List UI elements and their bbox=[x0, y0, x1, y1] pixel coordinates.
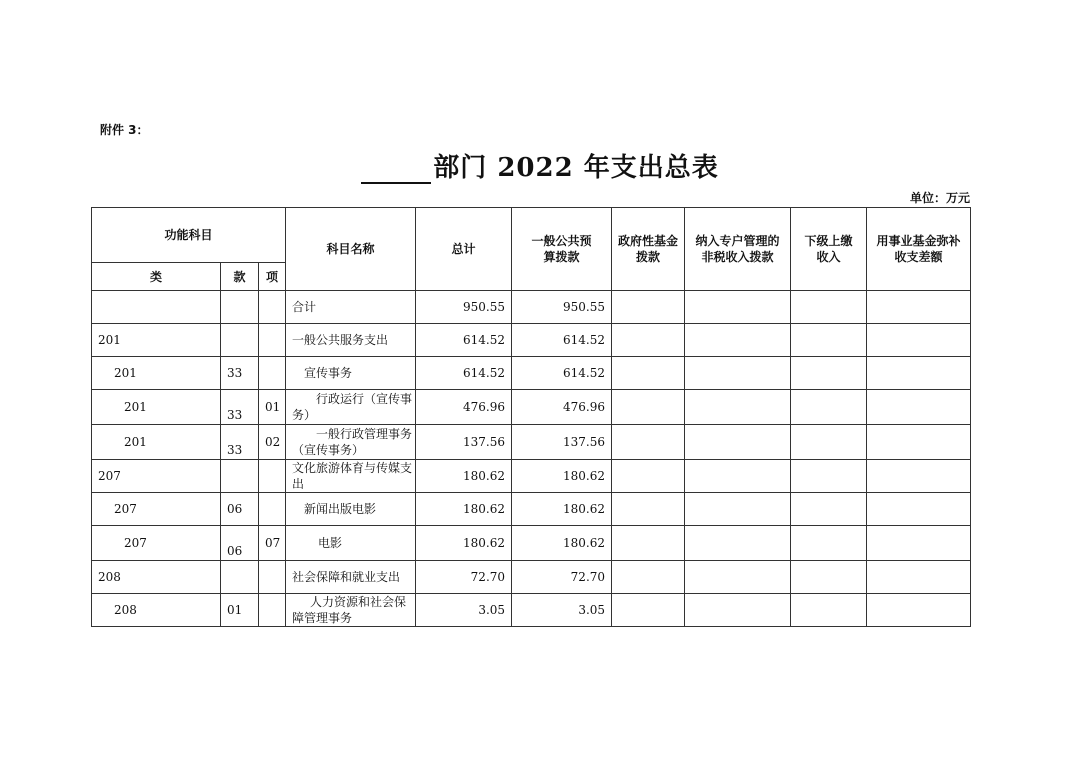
enterprise-cell bbox=[867, 460, 971, 493]
nontax-cell bbox=[685, 493, 791, 526]
upper-cell bbox=[791, 561, 867, 594]
xiang-cell bbox=[259, 291, 286, 324]
header-subject-name: 科目名称 bbox=[286, 208, 416, 291]
gov-fund-cell bbox=[612, 357, 685, 390]
enterprise-cell bbox=[867, 493, 971, 526]
kuan-cell: 01 bbox=[221, 594, 259, 627]
general-budget-cell: 180.62 bbox=[512, 460, 612, 493]
header-xiang: 项 bbox=[259, 263, 286, 291]
total-cell: 3.05 bbox=[416, 594, 512, 627]
total-cell: 72.70 bbox=[416, 561, 512, 594]
xiang-cell bbox=[259, 460, 286, 493]
table-row bbox=[92, 324, 971, 357]
general-budget-cell: 3.05 bbox=[512, 594, 612, 627]
nontax-cell bbox=[685, 594, 791, 627]
lei-cell: 207 bbox=[92, 526, 221, 561]
nontax-cell bbox=[685, 291, 791, 324]
subject-name-cell: 电影 bbox=[286, 526, 416, 561]
nontax-cell bbox=[685, 390, 791, 425]
kuan-cell: 06 bbox=[221, 526, 259, 561]
enterprise-cell bbox=[867, 291, 971, 324]
upper-cell bbox=[791, 324, 867, 357]
gov-fund-cell bbox=[612, 493, 685, 526]
table-row-total bbox=[92, 291, 971, 324]
lei-cell bbox=[92, 291, 221, 324]
kuan-cell: 33 bbox=[221, 390, 259, 425]
nontax-cell bbox=[685, 460, 791, 493]
upper-cell bbox=[791, 526, 867, 561]
header-nontax: 纳入专户管理的非税收入拨款 bbox=[685, 208, 791, 291]
table-row bbox=[92, 526, 971, 561]
kuan-cell: 33 bbox=[221, 357, 259, 390]
header-func-subject: 功能科目 bbox=[92, 208, 286, 263]
kuan-cell bbox=[221, 324, 259, 357]
lei-cell: 208 bbox=[92, 594, 221, 627]
upper-cell bbox=[791, 493, 867, 526]
general-budget-cell: 476.96 bbox=[512, 390, 612, 425]
xiang-cell bbox=[259, 594, 286, 627]
total-cell: 180.62 bbox=[416, 493, 512, 526]
general-budget-cell: 614.52 bbox=[512, 324, 612, 357]
subject-name-cell: 宣传事务 bbox=[286, 357, 416, 390]
total-cell: 476.96 bbox=[416, 390, 512, 425]
general-budget-cell: 180.62 bbox=[512, 526, 612, 561]
xiang-cell bbox=[259, 561, 286, 594]
subject-name-cell: 文化旅游体育与传媒支出 bbox=[286, 460, 416, 493]
gov-fund-cell bbox=[612, 425, 685, 460]
header-gov-fund: 政府性基金拨款 bbox=[612, 208, 685, 291]
enterprise-cell bbox=[867, 594, 971, 627]
general-budget-cell: 614.52 bbox=[512, 357, 612, 390]
gov-fund-cell bbox=[612, 390, 685, 425]
xiang-cell: 07 bbox=[259, 526, 286, 561]
subject-name-cell: 行政运行（宣传事务） bbox=[286, 390, 416, 425]
nontax-cell bbox=[685, 425, 791, 460]
gov-fund-cell bbox=[612, 561, 685, 594]
upper-cell bbox=[791, 357, 867, 390]
general-budget-cell: 137.56 bbox=[512, 425, 612, 460]
total-cell: 614.52 bbox=[416, 357, 512, 390]
enterprise-cell bbox=[867, 561, 971, 594]
total-cell: 950.55 bbox=[416, 291, 512, 324]
table-row bbox=[92, 460, 971, 493]
header-enterprise-fund: 用事业基金弥补收支差额 bbox=[867, 208, 971, 291]
unit-label: 单位：万元 bbox=[909, 191, 970, 205]
expenditure-table bbox=[91, 207, 971, 627]
header-total: 总计 bbox=[416, 208, 512, 291]
subject-name-cell: 合计 bbox=[286, 291, 416, 324]
lei-cell: 201 bbox=[92, 324, 221, 357]
xiang-cell: 01 bbox=[259, 390, 286, 425]
subject-name-cell: 人力资源和社会保障管理事务 bbox=[286, 594, 416, 627]
table-row bbox=[92, 493, 971, 526]
gov-fund-cell bbox=[612, 526, 685, 561]
enterprise-cell bbox=[867, 390, 971, 425]
kuan-cell: 06 bbox=[221, 493, 259, 526]
upper-cell bbox=[791, 291, 867, 324]
kuan-cell bbox=[221, 460, 259, 493]
subject-name-cell: 一般行政管理事务（宣传事务） bbox=[286, 425, 416, 460]
upper-cell bbox=[791, 390, 867, 425]
xiang-cell bbox=[259, 493, 286, 526]
header-lei: 类 bbox=[92, 263, 221, 291]
attachment-label: 附件 3： bbox=[100, 123, 149, 137]
xiang-cell bbox=[259, 357, 286, 390]
lei-cell: 201 bbox=[92, 357, 221, 390]
enterprise-cell bbox=[867, 357, 971, 390]
enterprise-cell bbox=[867, 324, 971, 357]
title-text: 部门 2022 年支出总表 bbox=[433, 153, 719, 183]
general-budget-cell: 180.62 bbox=[512, 493, 612, 526]
total-cell: 137.56 bbox=[416, 425, 512, 460]
table-row bbox=[92, 357, 971, 390]
gov-fund-cell bbox=[612, 594, 685, 627]
lei-cell: 207 bbox=[92, 493, 221, 526]
subject-name-cell: 一般公共服务支出 bbox=[286, 324, 416, 357]
page-title bbox=[0, 140, 1080, 184]
table-row bbox=[92, 594, 971, 627]
table-row bbox=[92, 390, 971, 425]
general-budget-cell: 72.70 bbox=[512, 561, 612, 594]
total-cell: 614.52 bbox=[416, 324, 512, 357]
lei-cell: 201 bbox=[92, 390, 221, 425]
table-row bbox=[92, 561, 971, 594]
kuan-cell bbox=[221, 561, 259, 594]
gov-fund-cell bbox=[612, 460, 685, 493]
header-kuan: 款 bbox=[221, 263, 259, 291]
lei-cell: 207 bbox=[92, 460, 221, 493]
subject-name-cell: 新闻出版电影 bbox=[286, 493, 416, 526]
general-budget-cell: 950.55 bbox=[512, 291, 612, 324]
header-general-budget: 一般公共预算拨款 bbox=[512, 208, 612, 291]
header-upper-submission: 下级上缴收入 bbox=[791, 208, 867, 291]
nontax-cell bbox=[685, 526, 791, 561]
upper-cell bbox=[791, 460, 867, 493]
total-cell: 180.62 bbox=[416, 526, 512, 561]
lei-cell: 208 bbox=[92, 561, 221, 594]
kuan-cell bbox=[221, 291, 259, 324]
upper-cell bbox=[791, 425, 867, 460]
total-cell: 180.62 bbox=[416, 460, 512, 493]
table-row bbox=[92, 425, 971, 460]
gov-fund-cell bbox=[612, 324, 685, 357]
gov-fund-cell bbox=[612, 291, 685, 324]
xiang-cell bbox=[259, 324, 286, 357]
subject-name-cell: 社会保障和就业支出 bbox=[286, 561, 416, 594]
lei-cell: 201 bbox=[92, 425, 221, 460]
enterprise-cell bbox=[867, 526, 971, 561]
upper-cell bbox=[791, 594, 867, 627]
xiang-cell: 02 bbox=[259, 425, 286, 460]
department-blank-line bbox=[361, 152, 431, 184]
nontax-cell bbox=[685, 324, 791, 357]
nontax-cell bbox=[685, 561, 791, 594]
enterprise-cell bbox=[867, 425, 971, 460]
kuan-cell: 33 bbox=[221, 425, 259, 460]
nontax-cell bbox=[685, 357, 791, 390]
